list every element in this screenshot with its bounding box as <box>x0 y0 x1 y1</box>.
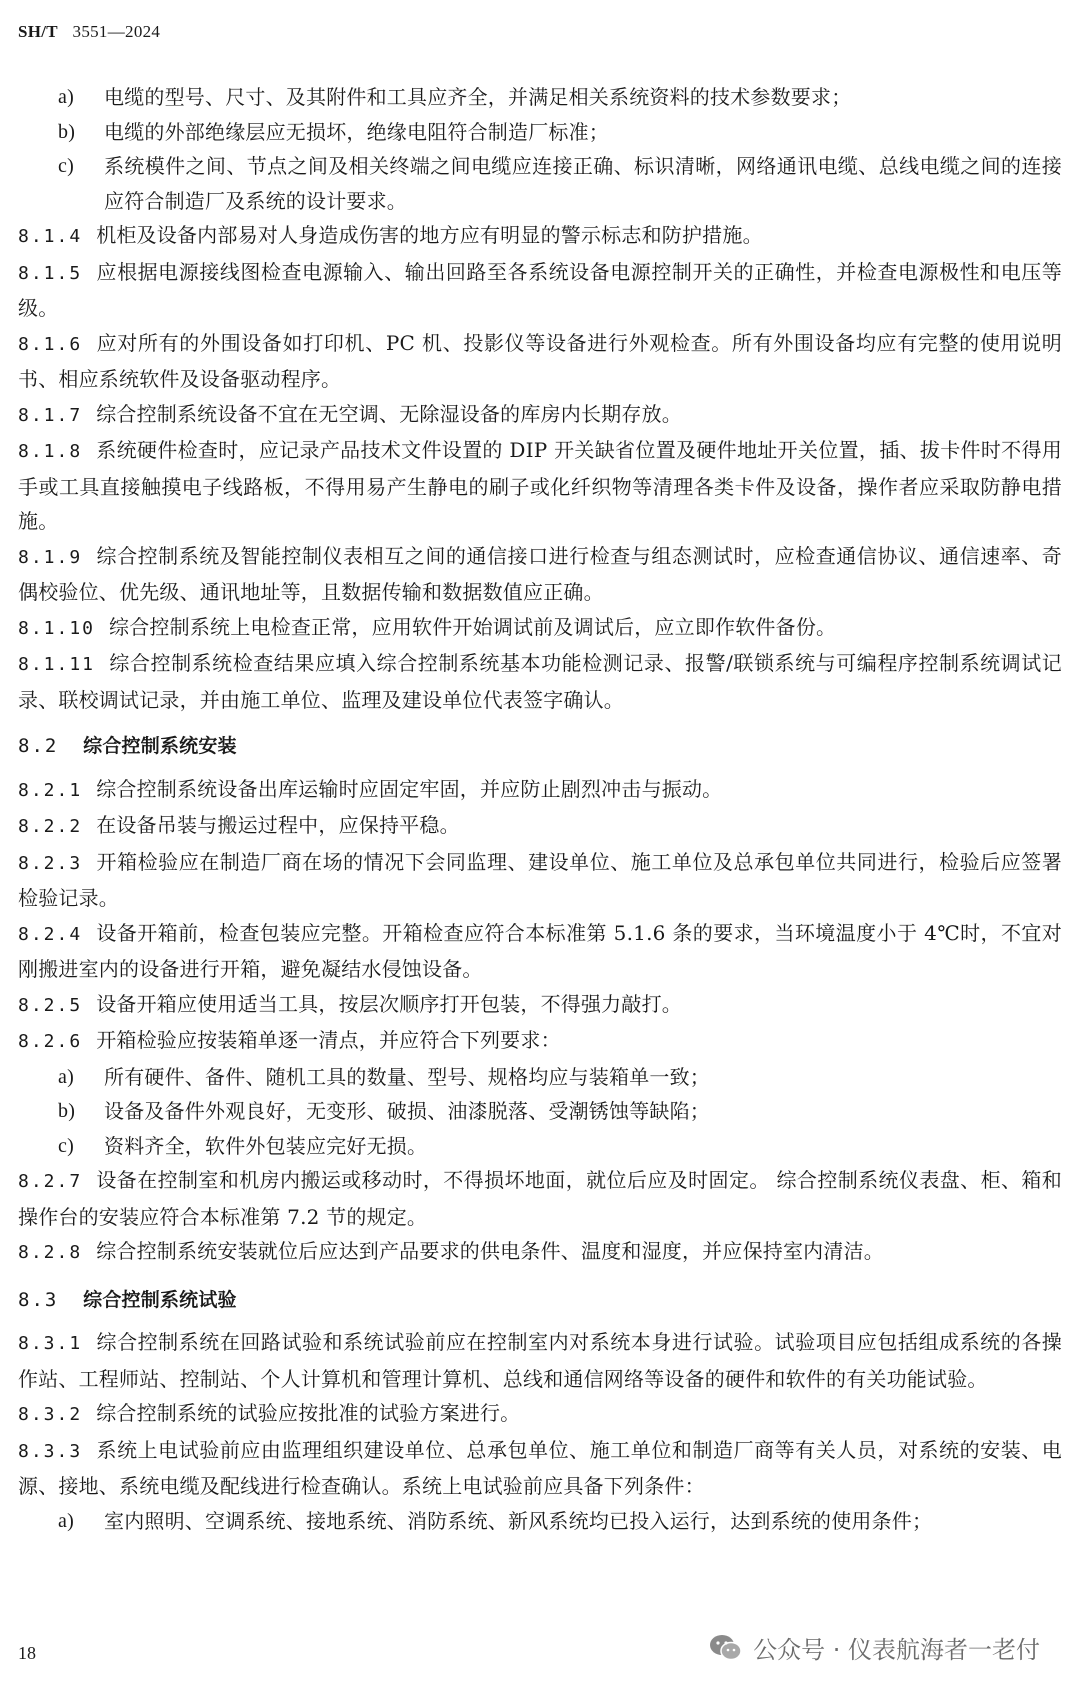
section-title: 综合控制系统试验 <box>83 1288 237 1311</box>
clause-text: 综合控制系统的试验应按批准的试验方案进行。 <box>96 1401 521 1425</box>
list-item-text: 设备及备件外观良好，无变形、破损、油漆脱落、受潮锈蚀等缺陷； <box>104 1099 710 1123</box>
item-list-8-3-3 <box>18 1504 1062 1539</box>
clause-text: 应对所有的外围设备如打印机、PC 机、投影仪等设备进行外观检查。所有外围设备均应有完整的使用说明书、相应系统软件及设备驱动程序。 <box>18 330 1062 391</box>
watermark <box>709 1630 1040 1665</box>
clause-group-8-2-b <box>18 1163 1062 1271</box>
clause <box>18 1325 1062 1396</box>
clause-text: 设备在控制室和机房内搬运或移动时，不得损坏地面，就位后应及时固定。 综合控制系统仪表盘、柜、箱和操作台的安装应符合本标准第 7.2 节的规定。 <box>18 1168 1062 1229</box>
clause-text: 综合控制系统及智能控制仪表相互之间的通信接口进行检查与组态测试时，应检查通信协议、通信速率、奇偶校验位、优先级、通讯地址等，且数据传输和数据数值应正确。 <box>18 543 1062 604</box>
clause-number: 8.2.8 <box>18 1242 83 1263</box>
list-item <box>18 115 1062 150</box>
list-item-text: 系统模件之间、节点之间及相关终端之间电缆应连接正确、标识清晰，网络通讯电缆、总线电缆之间的连接应符合制造厂及系统的设计要求。 <box>104 154 1062 213</box>
clause <box>18 845 1062 916</box>
clause <box>18 772 1062 809</box>
standard-number: 3551—2024 <box>72 22 161 41</box>
standard-prefix: SH/T <box>18 22 58 41</box>
clause-number: 8.2.3 <box>18 852 83 874</box>
wechat-icon <box>709 1633 743 1663</box>
item-list-top <box>18 80 1062 218</box>
list-item <box>18 1094 1062 1129</box>
clause-text: 开箱检验应在制造厂商在场的情况下会同监理、建设单位、施工单位及总承包单位共同进行，检验后应签署检验记录。 <box>18 849 1062 910</box>
clause-text: 设备开箱前，检查包装应完整。开箱检查应符合本标准第 5.1.6 条的要求，当环境温度小于 4℃时，不宜对刚搬进室内的设备进行开箱，避免凝结水侵蚀设备。 <box>18 920 1062 981</box>
clause-text: 系统硬件检查时，应记录产品技术文件设置的 DIP 开关缺省位置及硬件地址开关位置，插、拔卡件时不得用手或工具直接触摸电子线路板，不得用易产生静电的刷子或化纤织物等清理各类卡件及设备，操作者应采取防静电措施。 <box>18 438 1062 533</box>
clause <box>18 1433 1062 1504</box>
clause-number: 8.1.11 <box>18 654 96 675</box>
section-heading-8-2 <box>18 729 1062 764</box>
list-item-marker: a) <box>58 86 74 108</box>
clause-number: 8.2.4 <box>18 923 83 945</box>
clause-group-8-2-a <box>18 772 1062 1060</box>
list-item <box>18 149 1062 218</box>
list-item-marker: c) <box>58 155 74 177</box>
document-header <box>18 22 160 42</box>
clause <box>18 808 1062 845</box>
clause-text: 综合控制系统设备出库运输时应固定牢固，并应防止剧烈冲击与振动。 <box>96 776 723 801</box>
list-item <box>18 1060 1062 1095</box>
clause <box>18 218 1062 255</box>
list-item <box>18 1504 1062 1539</box>
clause <box>18 255 1062 326</box>
clause-number: 8.3.1 <box>18 1333 83 1354</box>
clause <box>18 397 1062 434</box>
list-item-text: 电缆的外部绝缘层应无损坏，绝缘电阻符合制造厂标准； <box>104 119 609 144</box>
section-title: 综合控制系统安装 <box>83 735 237 757</box>
clause-number: 8.1.8 <box>18 441 83 462</box>
clause-number: 8.1.10 <box>18 617 96 639</box>
list-item-marker: b) <box>58 120 76 143</box>
list-item-marker: a) <box>58 1509 74 1532</box>
clause-number: 8.1.6 <box>18 333 83 355</box>
list-item-marker: c) <box>58 1134 74 1157</box>
clause-number: 8.1.5 <box>18 262 83 284</box>
clause-number: 8.2.7 <box>18 1171 83 1192</box>
clause-text: 机柜及设备内部易对人身造成伤害的地方应有明显的警示标志和防护措施。 <box>96 223 763 247</box>
clause-text: 综合控制系统上电检查正常，应用软件开始调试前及调试后，应立即作软件备份。 <box>109 614 837 639</box>
clause <box>18 326 1062 397</box>
clause-group-8-1 <box>18 218 1062 717</box>
list-item-text: 资料齐全，软件外包装应完好无损。 <box>104 1133 428 1158</box>
clause-number: 8.1.4 <box>18 226 83 247</box>
clause-number: 8.2.2 <box>18 816 83 837</box>
list-item-text: 电缆的型号、尺寸、及其附件和工具应齐全，并满足相关系统资料的技术参数要求； <box>104 85 852 109</box>
clause-text: 开箱检验应按装箱单逐一清点，并应符合下列要求： <box>96 1028 561 1052</box>
document-body <box>18 80 1062 1538</box>
clause-text: 综合控制系统在回路试验和系统试验前应在控制室内对系统本身进行试验。试验项目应包括组成系统的各操作站、工程师站、控制站、个人计算机和管理计算机、总线和通信网络等设备的硬件和软件的有关功能试验。 <box>18 1330 1062 1391</box>
list-item <box>18 1129 1062 1164</box>
list-item-text: 室内照明、空调系统、接地系统、消防系统、新风系统均已投入运行，达到系统的使用条件； <box>104 1508 933 1533</box>
clause-text: 综合控制系统安装就位后应达到产品要求的供电条件、温度和湿度，并应保持室内清洁。 <box>96 1239 884 1263</box>
clause <box>18 646 1062 717</box>
clause <box>18 916 1062 987</box>
clause <box>18 1023 1062 1060</box>
clause <box>18 433 1062 539</box>
clause <box>18 610 1062 647</box>
watermark-text: 公众号 · 仪表航海者一老付 <box>753 1636 1040 1664</box>
list-item-text: 所有硬件、备件、随机工具的数量、型号、规格均应与装箱单一致； <box>104 1064 710 1089</box>
clause-number: 8.1.7 <box>18 404 83 426</box>
clause-number: 8.3.3 <box>18 1440 83 1462</box>
section-number: 8.3 <box>18 1288 59 1311</box>
clause <box>18 539 1062 610</box>
section-heading-8-3 <box>18 1283 1062 1318</box>
clause-text: 综合控制系统检查结果应填入综合控制系统基本功能检测记录、报警/联锁系统与可编程序控制系统调试记录、联校调试记录，并由施工单位、监理及建设单位代表签字确认。 <box>18 651 1062 712</box>
clause <box>18 987 1062 1024</box>
page-number: 18 <box>18 1643 36 1663</box>
clause-text: 系统上电试验前应由监理组织建设单位、总承包单位、施工单位和制造厂商等有关人员，对系统的安装、电源、接地、系统电缆及配线进行检查确认。系统上电试验前应具备下列条件： <box>18 1437 1062 1498</box>
clause <box>18 1396 1062 1433</box>
clause-number: 8.2.6 <box>18 1031 83 1052</box>
list-item <box>18 80 1062 115</box>
list-item-marker: b) <box>58 1100 76 1122</box>
clause <box>18 1234 1062 1271</box>
clause-number: 8.2.1 <box>18 779 83 801</box>
clause-text: 综合控制系统设备不宜在无空调、无除湿设备的库房内长期存放。 <box>96 401 682 426</box>
section-number: 8.2 <box>18 735 59 757</box>
clause-text: 在设备吊装与搬运过程中，应保持平稳。 <box>96 813 460 837</box>
clause-number: 8.3.2 <box>18 1404 83 1425</box>
clause-number: 8.1.9 <box>18 546 83 568</box>
clause-group-8-3 <box>18 1325 1062 1504</box>
item-list-8-2-6 <box>18 1060 1062 1164</box>
clause-text: 应根据电源接线图检查电源输入、输出回路至各系统设备电源控制开关的正确性，并检查电源极性和电压等级。 <box>18 259 1062 320</box>
clause-text: 设备开箱应使用适当工具，按层次顺序打开包装，不得强力敲打。 <box>96 991 682 1016</box>
clause <box>18 1163 1062 1234</box>
list-item-marker: a) <box>58 1065 74 1088</box>
clause-number: 8.2.5 <box>18 994 83 1016</box>
